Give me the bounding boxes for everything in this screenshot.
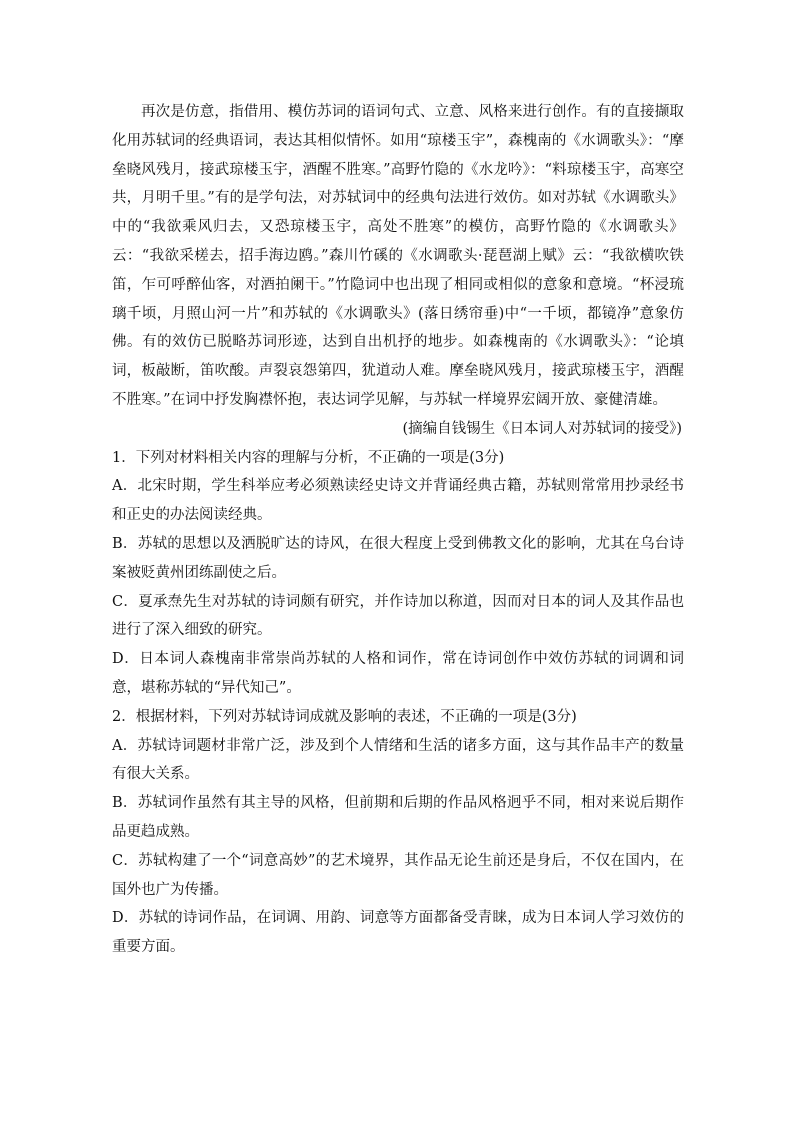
question-1-option-a: A．北宋时期，学生科举应考必须熟读经史诗文并背诵经典古籍，苏轼则常常用抄录经书和正史的办法阅读经典。	[112, 478, 684, 524]
question-2-option-b: B．苏轼词作虽然有其主导的风格，但前期和后期的作品风格迥乎不同，相对来说后期作品更趋成熟。	[112, 795, 684, 840]
document-page	[112, 98, 684, 962]
question-1-stem: 1．下列对材料相关内容的理解与分析，不正确的一项是(3分)	[112, 449, 505, 466]
question-1-option-d: D．日本词人森槐南非常崇尚苏轼的人格和词作，常在诗词创作中效仿苏轼的词调和词意，堪称苏轼的“异代知己”。	[112, 651, 684, 696]
question-1-option-c: C．夏承焘先生对苏轼的诗词颇有研究，并作诗加以称道，因而对日本的词人及其作品也进行了深入细致的研究。	[112, 593, 684, 639]
question-1-option-b: B．苏轼的思想以及洒脱旷达的诗风，在很大程度上受到佛教文化的影响，尤其在乌台诗案被贬黄州团练副使之后。	[112, 535, 684, 581]
question-2-option-a: A．苏轼诗词题材非常广泛，涉及到个人情绪和生活的诸多方面，这与其作品丰产的数量有很大关系。	[112, 737, 684, 783]
body-paragraph: 再次是仿意，指借用、模仿苏词的语词句式、立意、风格来进行创作。有的直接撷取化用苏轼词的经典语词，表达其相似情怀。如用“琼楼玉宇”，森槐南的《水调歌头》：“摩垒晓风残月，接武琼楼玉宇，酒醒不胜寒。”高野竹隐的《水龙吟》：“料琼楼玉宇，高寒空共，月明千里。”有的是学句法，对苏轼词中的经典句法进行效仿。如对苏轼《水调歌头》中的“我欲乘风归去，又恐琼楼玉宇，高处不胜寒”的模仿，高野竹隐的《水调歌头》云：“我欲采槎去，招手海边鸥。”森川竹磎的《水调歌头·琵琶湖上赋》云：“我欲横吹铁笛，乍可呼醉仙客，对酒拍阑干。”竹隐词中也出现了相同或相似的意象和意境。“杯浸琉璃千顷，月照山河一片”和苏轼的《水调歌头》(落日绣帘垂)中“一千顷，都镜净”意象仿佛。有的效仿已脱略苏词形迹，达到自出机抒的地步。如森槐南的《水调歌头》：“论填词，板敲断，笛吹酸。声裂哀怨第四，犹道动人难。摩垒晓风残月，接武琼楼玉宇，酒醒不胜寒。”在词中抒发胸襟怀抱，表达词学见解，与苏轼一样境界宏阔开放、豪健清雄。	[112, 104, 684, 408]
question-2-option-c: C．苏轼构建了一个“词意高妙”的艺术境界，其作品无论生前还是身后，不仅在国内，在国外也广为传播。	[112, 852, 684, 898]
source-citation: (摘编自钱锡生《日本词人对苏轼词的接受》)	[402, 420, 682, 437]
question-2-stem: 2．根据材料，下列对苏轼诗词成就及影响的表述，不正确的一项是(3分)	[112, 708, 577, 725]
question-2-option-d: D．苏轼的诗词作品，在词调、用韵、词意等方面都备受青睐，成为日本词人学习效仿的重要方面。	[112, 910, 684, 956]
